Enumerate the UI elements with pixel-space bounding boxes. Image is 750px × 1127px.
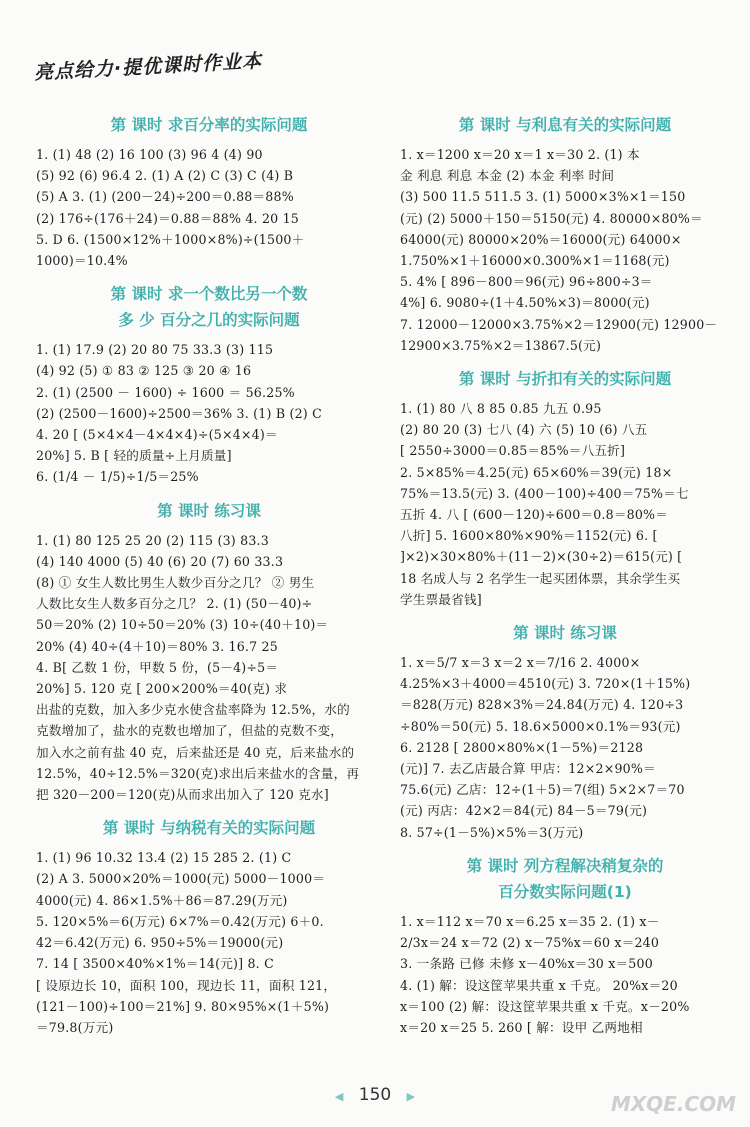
section-heading: 第 课时 列方程解决稍复杂的 百分数实际问题(1) (466, 856, 664, 901)
answer-line: 1. (1) 48 (2) 16 100 (3) 96 4 (4) 90 (36, 147, 263, 162)
answer-line: 1. (1) 80 八 8 85 0.85 九五 0.95 (400, 401, 602, 417)
section-heading: 第 课时 求一个数比另一个数 多 少 百分之几的实际问题 (110, 285, 308, 330)
answer-line: 2. (1) (2500 － 1600) ÷ 1600 ＝ 56.25% (36, 384, 295, 400)
answer-line: (2) A 3. 5000×20%＝1000(元) 5000－1000＝ (36, 871, 326, 887)
answer-line: 7. 14 [ 3500×40%×1%＝14(元)] 8. C (36, 956, 274, 972)
answer-line: [ 设原边长 10，面积 100，现边长 11，面积 121， (36, 977, 337, 993)
answer-line: ÷80%＝50(元) 5. 18.6×5000×0.1%＝93(元) (400, 718, 681, 734)
answer-line: (元) 丙店：42×2＝84(元) 84－5＝79(元) (400, 803, 648, 819)
answer-section (36, 815, 382, 1038)
answer-line: (元)] 7. 去乙店最合算 甲店：12×2×90%＝ (400, 761, 656, 777)
answer-line: 八折] 5. 1600×80%×90%＝1152(元) 6. [ (400, 528, 658, 544)
answer-line: 1000)＝10.4% (36, 253, 128, 269)
answer-line: ]×2)×30×80%＋(11－2)×(30÷2)＝615(元) [ (400, 549, 683, 565)
answer-line: 3. 一条路 已修 未修 x－40%x＝30 x＝500 (400, 956, 653, 972)
answer-section (36, 498, 382, 806)
answer-line: 五折 4. 八 [ (600－120)÷600＝0.8＝80%＝ (400, 507, 669, 523)
answer-line: 4000(元) 4. 86×1.5%＋86＝87.29(万元) (36, 892, 288, 908)
answer-line: (2) (2500－1600)÷2500＝36% 3. (1) B (2) C (36, 405, 322, 421)
answer-line: 5. D 6. (1500×12%＋1000×8%)÷(1500＋ (36, 231, 305, 247)
answer-line: 1. (1) 96 10.32 13.4 (2) 15 285 2. (1) C (36, 850, 292, 866)
answer-line: 75%＝13.5(元) 3. (400－100)÷400＝75%＝七 (400, 485, 689, 501)
answer-line: 1. (1) 17.9 (2) 20 80 75 33.3 (3) 115 (36, 342, 274, 358)
section-heading: 第 课时 求百分率的实际问题 (110, 116, 308, 134)
prev-arrow-icon: ◀ (334, 1090, 344, 1103)
answer-line: 6. 2128 [ 2800×80%×(1－5%)＝2128 (400, 739, 644, 755)
answer-line: 4. (1) 解：设这筐苹果共重 x 千克。 20%x＝20 (400, 977, 678, 993)
answer-line: (8) ① 女生人数比男生人数少百分之几？ ② 男生 (36, 575, 315, 591)
answer-line: 4%] 6. 9080÷(1＋4.50%×3)＝8000(元) (400, 295, 650, 311)
section-heading: 第 课时 与折扣有关的实际问题 (458, 370, 672, 389)
answer-line: 20%] 5. 120 克 [ 200×200%＝40(克) 求 (36, 681, 288, 697)
page-number: 150 (358, 1085, 392, 1105)
page-header-title: 亮点给力·提优课时作业本 (33, 50, 263, 84)
answer-line: ＝79.8(万元) (36, 1019, 114, 1035)
section-heading: 第 课时 练习课 (513, 624, 617, 643)
answer-line: 2. 5×85%＝4.25(元) 65×60%＝39(元) 18× (400, 464, 673, 480)
answer-line: 42＝6.42(万元) 6. 950÷5%＝19000(元) (36, 935, 284, 951)
answer-line: (4) 140 4000 (5) 40 (6) 20 (7) 60 33.3 (36, 553, 284, 569)
answer-line: 1. x＝5/7 x＝3 x＝2 x＝7/16 2. 4000× (400, 655, 641, 671)
answer-line: 20% (4) 40÷(4＋10)＝80% 3. 16.7 25 (36, 638, 278, 654)
answer-line: 5. 120×5%＝6(万元) 6×7%＝0.42(万元) 6＋0. (36, 913, 324, 929)
answer-line: 64000(元) 80000×20%＝16000(元) 64000× (400, 231, 682, 247)
answer-section (400, 853, 730, 1038)
watermark: MXQE.COM (610, 1092, 736, 1116)
answer-line: 2/3x＝24 x＝72 (2) x－75%x＝60 x＝240 (400, 935, 660, 951)
answer-line: 7. 12000－12000×3.75%×2＝12900(元) 12900－ (400, 316, 718, 332)
answer-line: 1. (1) 80 125 25 20 (2) 115 (3) 83.3 (36, 532, 269, 548)
answer-line: 金 利息 利息 本金 (2) 本金 利率 时间 (400, 168, 615, 184)
answer-line: 5. 4% [ 896－800＝96(元) 96÷800÷3＝ (400, 274, 653, 290)
answer-section (36, 281, 382, 487)
answer-section (400, 112, 730, 356)
answer-line: 克数增加了，盐水的克数也增加了，但盐的克数不变， (36, 723, 344, 739)
answer-line: 8. 57÷(1－5%)×5%＝3(万元) (400, 824, 584, 840)
answer-line: (5) 92 (6) 96.4 2. (1) A (2) C (3) C (4) B (36, 168, 294, 184)
answer-line: 人数比女生人数多百分之几？ 2. (1) (50－40)÷ (36, 596, 313, 612)
answer-line: 4.25%×3＋4000＝4510(元) 3. 720×(1＋15%) (400, 676, 691, 692)
answer-section (400, 620, 730, 843)
answer-line: 18 名成人与 2 名学生一起买团体票，其余学生买 (400, 570, 681, 586)
answer-line: x＝100 (2) 解：设这筐苹果共重 x 千克。x－20% (400, 998, 690, 1014)
answer-line: (2) 176÷(176＋24)＝0.88＝88% 4. 20 15 (36, 210, 300, 226)
left-column (36, 112, 382, 1038)
answer-line: x＝20 x＝25 5. 260 [ 解：设甲 乙两地相 (400, 1019, 643, 1035)
answer-line: 50＝20% (2) 10÷50＝20% (3) 10÷(40＋10)＝ (36, 617, 329, 633)
answer-line: 4. B[ 乙数 1 份，甲数 5 份，(5－4)÷5＝ (36, 659, 279, 675)
section-heading: 第 课时 与利息有关的实际问题 (458, 116, 672, 134)
answer-line: (元) (2) 5000＋150＝5150(元) 4. 80000×80%＝ (400, 210, 703, 226)
answer-line: (5) A 3. (1) (200－24)÷200＝0.88＝88% (36, 189, 294, 205)
answer-line: 4. 20 [ (5×4×4－4×4×4)÷(5×4×4)＝ (36, 427, 278, 443)
next-arrow-icon: ▶ (406, 1090, 416, 1103)
section-heading: 第 课时 练习课 (157, 501, 261, 520)
answer-line: 加入水之前有盐 40 克，后来盐还是 40 克，后来盐水的 (36, 744, 355, 760)
answer-line: 75.6(元) 乙店：12÷(1＋5)＝7(组) 5×2×7＝70 (400, 782, 685, 798)
answer-line: (3) 500 11.5 511.5 3. (1) 5000×3%×1＝150 (400, 189, 686, 205)
answer-line: 12900×3.75%×2＝13867.5(元) (400, 337, 602, 353)
answer-line: 学生票最省钱] (400, 591, 482, 607)
right-column (400, 112, 730, 1038)
answer-line: ＝828(万元) 828×3%＝24.84(万元) 4. 120÷3 (400, 697, 684, 713)
section-heading: 第 课时 与纳税有关的实际问题 (102, 819, 316, 838)
answer-line: 1. x＝1200 x＝20 x＝1 x＝30 2. (1) 本 (400, 147, 640, 162)
answer-line: 1.750%×1＋16000×0.300%×1＝1168(元) (400, 253, 670, 269)
answer-line: (4) 92 (5) ① 83 ② 125 ③ 20 ④ 16 (36, 363, 252, 379)
answer-section (400, 366, 730, 610)
answer-line: 6. (1/4 － 1/5)÷1/5＝25% (36, 469, 199, 485)
answer-section (36, 112, 382, 271)
answer-line: 20%] 5. B [ 轻的质量÷上月质量] (36, 448, 232, 464)
answer-line: 把 320－200＝120(克)从而求出加入了 120 克水] (36, 787, 329, 803)
answer-line: 出盐的克数，加入多少克水使含盐率降为 12.5%，水的 (36, 702, 350, 718)
answer-line: [ 2550÷3000＝0.85＝85%＝八五折] (400, 443, 626, 459)
answer-line: (121－100)÷100＝21%] 9. 80×95%×(1＋5%) (36, 998, 330, 1014)
answer-line: 12.5%，40÷12.5%＝320(克)求出后来盐水的含量，再 (36, 765, 360, 781)
answer-line: 1. x＝112 x＝70 x＝6.25 x＝35 2. (1) x－ (400, 913, 660, 929)
answer-line: (2) 80 20 (3) 七八 (4) 六 (5) 10 (6) 八五 (400, 422, 648, 438)
